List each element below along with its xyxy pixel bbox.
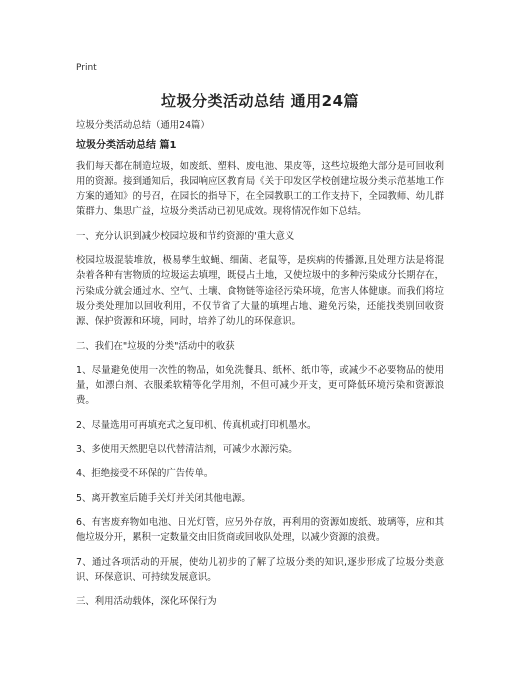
list-item-7: 7、通过各项活动的开展，使幼儿初步的了解了垃圾分类的知识,逐步形成了垃圾分类意识、环保意识、可持续发展意识。 [76, 556, 444, 583]
document-subtitle: 垃圾分类活动总结（通用24篇） [76, 120, 210, 131]
intro-paragraph: 我们每天都在制造垃圾，如废纸、塑料、废电池、果皮等，这些垃圾绝大部分是可回收利用的资源。接到通知后，我园响应区教育局《关于印发区学校创建垃圾分类示范基地工作方案的通知》的号召，在园长的指导下，在全园教职工的工作支持下，全园教师、幼儿群策群力、集思广益，垃圾分类活动已初见成效。现将情况作如下总结。 [76, 160, 444, 218]
print-label[interactable]: Print [76, 63, 97, 73]
list-item-2: 2、尽量选用可再填充式之复印机、传真机或打印机墨水。 [76, 419, 317, 431]
heading-3: 三、利用活动载体，深化环保行为 [76, 596, 217, 608]
list-item-4: 4、拒绝接受不环保的广告传单。 [76, 468, 214, 480]
list-item-5: 5、离开教室后随手关灯并关闭其他电源。 [76, 492, 251, 504]
heading-2: 二、我们在"垃圾的分类"活动中的收获 [76, 340, 235, 352]
document-title: 垃圾分类活动总结 通用24篇 [160, 92, 360, 110]
document-body [76, 118, 444, 618]
paragraph-1: 校园垃圾混装堆放，极易孳生蚊蝇、细菌、老鼠等，是疾病的传播源,且处理方法是将混杂着各种有害物质的垃圾运去填埋，既侵占土地，又使垃圾中的多种污染成分长期存在，污染成分就会通过水、空气、土壤、食物链等途径污染环境，危害人体健康。而我们将垃圾分类处理加以回收利用，不仅节省了大量的填埋占地、避免污染，还能找类别回收资源、保护资源和环境，同时，培养了幼儿的环保意识。 [76, 255, 444, 328]
list-item-6: 6、有害废弃物如电池、日光灯管，应另外存放，再利用的资源如废纸、玻璃等，应和其他垃圾分开，累积一定数量交由旧货商或回收队处理，以减少资源的浪费。 [76, 516, 444, 544]
section-title: 垃圾分类活动总结 篇1 [76, 140, 177, 152]
list-item-1: 1、尽量避免使用一次性的物品，如免洗餐具、纸杯、纸巾等，或减少不必要物品的使用量，如漂白剂、衣服柔软精等化学用剂，不但可减少开支，更可降低环境污染和资源浪费。 [76, 364, 444, 407]
heading-1: 一、充分认识到减少校园垃圾和节约资源的'重大意义 [76, 230, 295, 242]
list-item-3: 3、多使用天然肥皂以代替清洁剂，可减少水源污染。 [76, 444, 298, 456]
